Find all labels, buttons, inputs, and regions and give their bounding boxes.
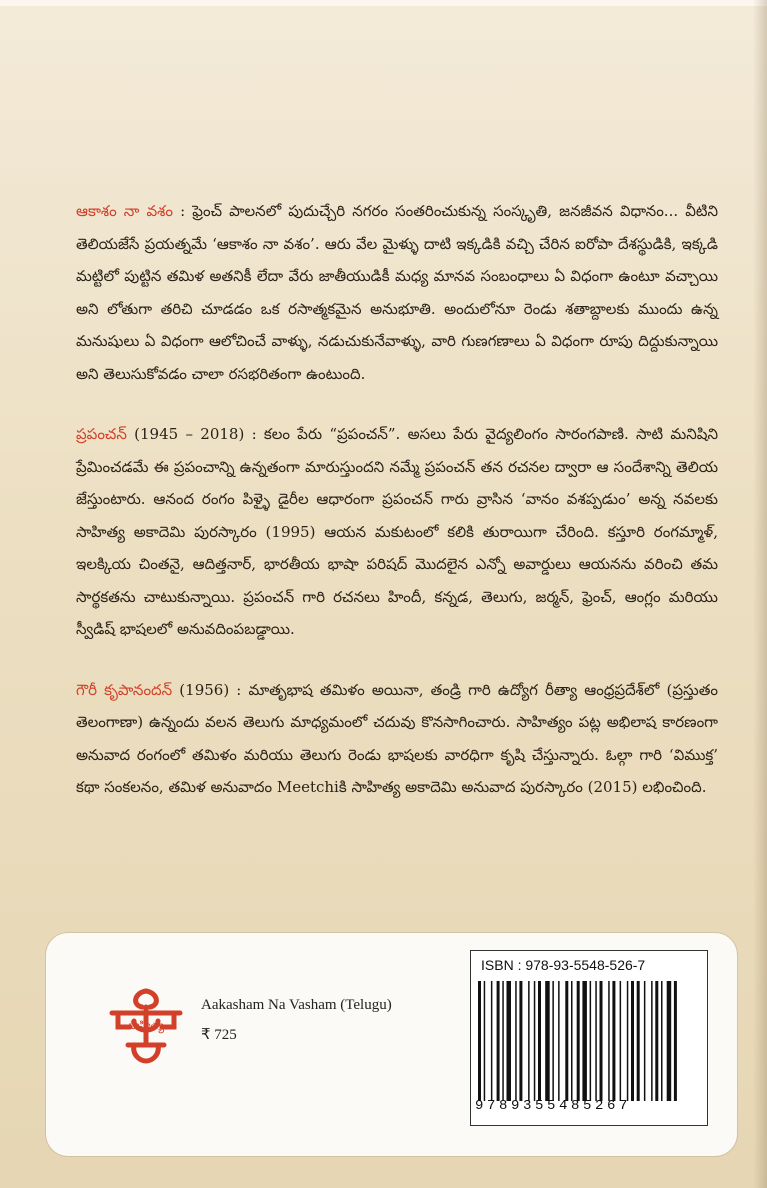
barcode-bar	[612, 981, 615, 1101]
author-name: ప్రపంచన్	[76, 425, 127, 443]
barcode-bar	[519, 981, 522, 1101]
barcode-digits: 9789355485267	[475, 1098, 632, 1114]
barcode-bar	[491, 981, 493, 1101]
barcode-bar	[590, 981, 592, 1101]
author-bio: (1945 – 2018) : కలం పేరు “ప్రపంచన్”. అసలు పేరు వైద్యలింగం సారంగపాణి. సాటి మనిషిని ప్రేమించడమే ఈ ప్రపంచాన్ని ఉన్నతంగా మారుస్తుందని నమ్మే ప్రపంచన్ తన రచనల ద్వారా ఆ సందేశాన్ని తెలియ జేస్తుంటారు. ఆనంద రంగం పిళ్ళై డైరీల ఆధారంగా ప్రపంచన్ గారు వ్రాసిన ‘వానం వశప్పడుం’ అన్న నవలకు సాహిత్య అకాదెమి పురస్కారం (1995) ఆయన మకుటంలో కలికి తురాయిగా చేరింది. కస్తూరి రంగమ్మాళ్, ఇలక్కియ చింతనై, ఆదిత్తనార్, భారతీయ భాషా పరిషద్ మొదలైన ఎన్నో అవార్డులు ఆయనను వరించి తమ సార్థకతను చాటుకున్నాయి. ప్రపంచన్ గారి రచనలు హిందీ, కన్నడ, తెలుగు, జర్మన్, ఫ్రెంచ్, ఆంగ్లం మరియు స్వీడిష్ భాషలలో అనువదింపబడ్డాయి.	[76, 425, 718, 638]
barcode-bar	[627, 981, 629, 1101]
barcode-bar	[582, 981, 587, 1101]
barcode-bar	[558, 981, 560, 1101]
publisher-panel	[46, 933, 737, 1156]
translator-name: గౌరీ కృపానందన్	[76, 680, 173, 699]
barcode-box	[470, 950, 708, 1126]
barcode-bar	[534, 981, 536, 1101]
paragraph-author	[76, 418, 718, 646]
barcode-bar	[577, 981, 580, 1101]
barcode-bar	[620, 981, 622, 1101]
barcode-bar	[478, 981, 481, 1101]
barcode-bar	[674, 981, 677, 1101]
barcode-bar	[595, 981, 597, 1101]
barcode-bar	[545, 981, 550, 1101]
barcode-bar	[644, 981, 646, 1101]
barcode-bar	[667, 981, 672, 1101]
barcode-bar	[608, 981, 610, 1101]
barcode-bar	[565, 981, 568, 1101]
barcode-bar	[637, 981, 640, 1101]
barcode-bars	[478, 981, 698, 1101]
barcode-bar	[502, 981, 504, 1101]
page-top-edge	[0, 0, 767, 6]
book-price: ₹ 725	[201, 1027, 237, 1043]
book-title: Aakasham Na Vasham (Telugu)	[201, 997, 392, 1013]
paragraph-novel	[76, 195, 718, 390]
translator-bio: (1956) : మాతృభాష తమిళం అయినా, తండ్రి గారి ఉద్యోగ రీత్యా ఆంధ్రప్రదేశ్‌లో (ప్రస్తుతం తెలంగాణా) ఉన్నందు వలన తెలుగు మాధ్యమంలో చదువు కొనసాగించారు. సాహిత్యం పట్ల అభిలాష కారణంగా అనువాద రంగంలో తమిళం మరియు తెలుగు రెండు భాషలకు వారధిగా కృషి చేస్తున్నారు. ఓల్గా గారి ‘విముక్త’ కథా సంకలనం, తమిళ అనువాదం Meetchiకి సాహిత్య అకాదెమి అనువాద పురస్కారం (2015) లభించింది.	[76, 680, 718, 796]
barcode-bar	[655, 981, 658, 1101]
barcode-bar	[484, 981, 486, 1101]
barcode-bar	[651, 981, 653, 1101]
barcode-bar	[571, 981, 573, 1101]
paragraph-translator	[76, 674, 718, 804]
back-cover-text	[76, 195, 718, 832]
svg-text:సాహిత్య: సాహిత్య	[128, 1019, 164, 1032]
isbn-label: ISBN : 978-93-5548-526-7	[481, 957, 646, 973]
barcode-bar	[600, 981, 603, 1101]
barcode-bar	[528, 981, 530, 1101]
barcode-bar	[538, 981, 541, 1101]
page-right-edge	[753, 0, 767, 1188]
barcode-bar	[507, 981, 512, 1101]
barcode-bar	[515, 981, 517, 1101]
barcode-bar	[552, 981, 554, 1101]
sahitya-akademi-logo	[104, 983, 188, 1069]
novel-description: : ఫ్రెంచ్ పాలనలో పుదుచ్చేరి నగరం సంతరించుకున్న సంస్కృతి, జనజీవన విధానం... వీటిని తెలియజేసే ప్రయత్నమే ‘ఆకాశం నా వశం’. ఆరు వేల మైళ్ళు దాటి ఇక్కడికి వచ్చి చేరిన ఐరోపా దేశస్థుడికి, ఇక్కడి మట్టిలో పుట్టిన తమిళ అతనికీ లేదా వేరు జాతీయుడికీ మధ్య మానవ సంబంధాలు ఏ విధంగా ఉంటూ వచ్చాయి అని లోతుగా తరిచి చూడడం ఒక రసాత్మకమైన అనుభూతి. అందులోనూ రెండు శతాబ్దాలకు ముందు ఉన్న మనుషులు ఏ విధంగా ఆలోచించే వాళ్ళు, నడుచుకునేవాళ్ళు, వారి గుణగణాలు ఏ విధంగా రూపు దిద్దుకున్నాయి అని తెలుసుకోవడం చాలా రసభరితంగా ఉంటుంది.	[76, 202, 718, 383]
barcode-bar	[631, 981, 634, 1101]
novel-title: ఆకాశం నా వశం	[76, 202, 174, 220]
barcode-bar	[497, 981, 500, 1101]
barcode-bar	[661, 981, 663, 1101]
